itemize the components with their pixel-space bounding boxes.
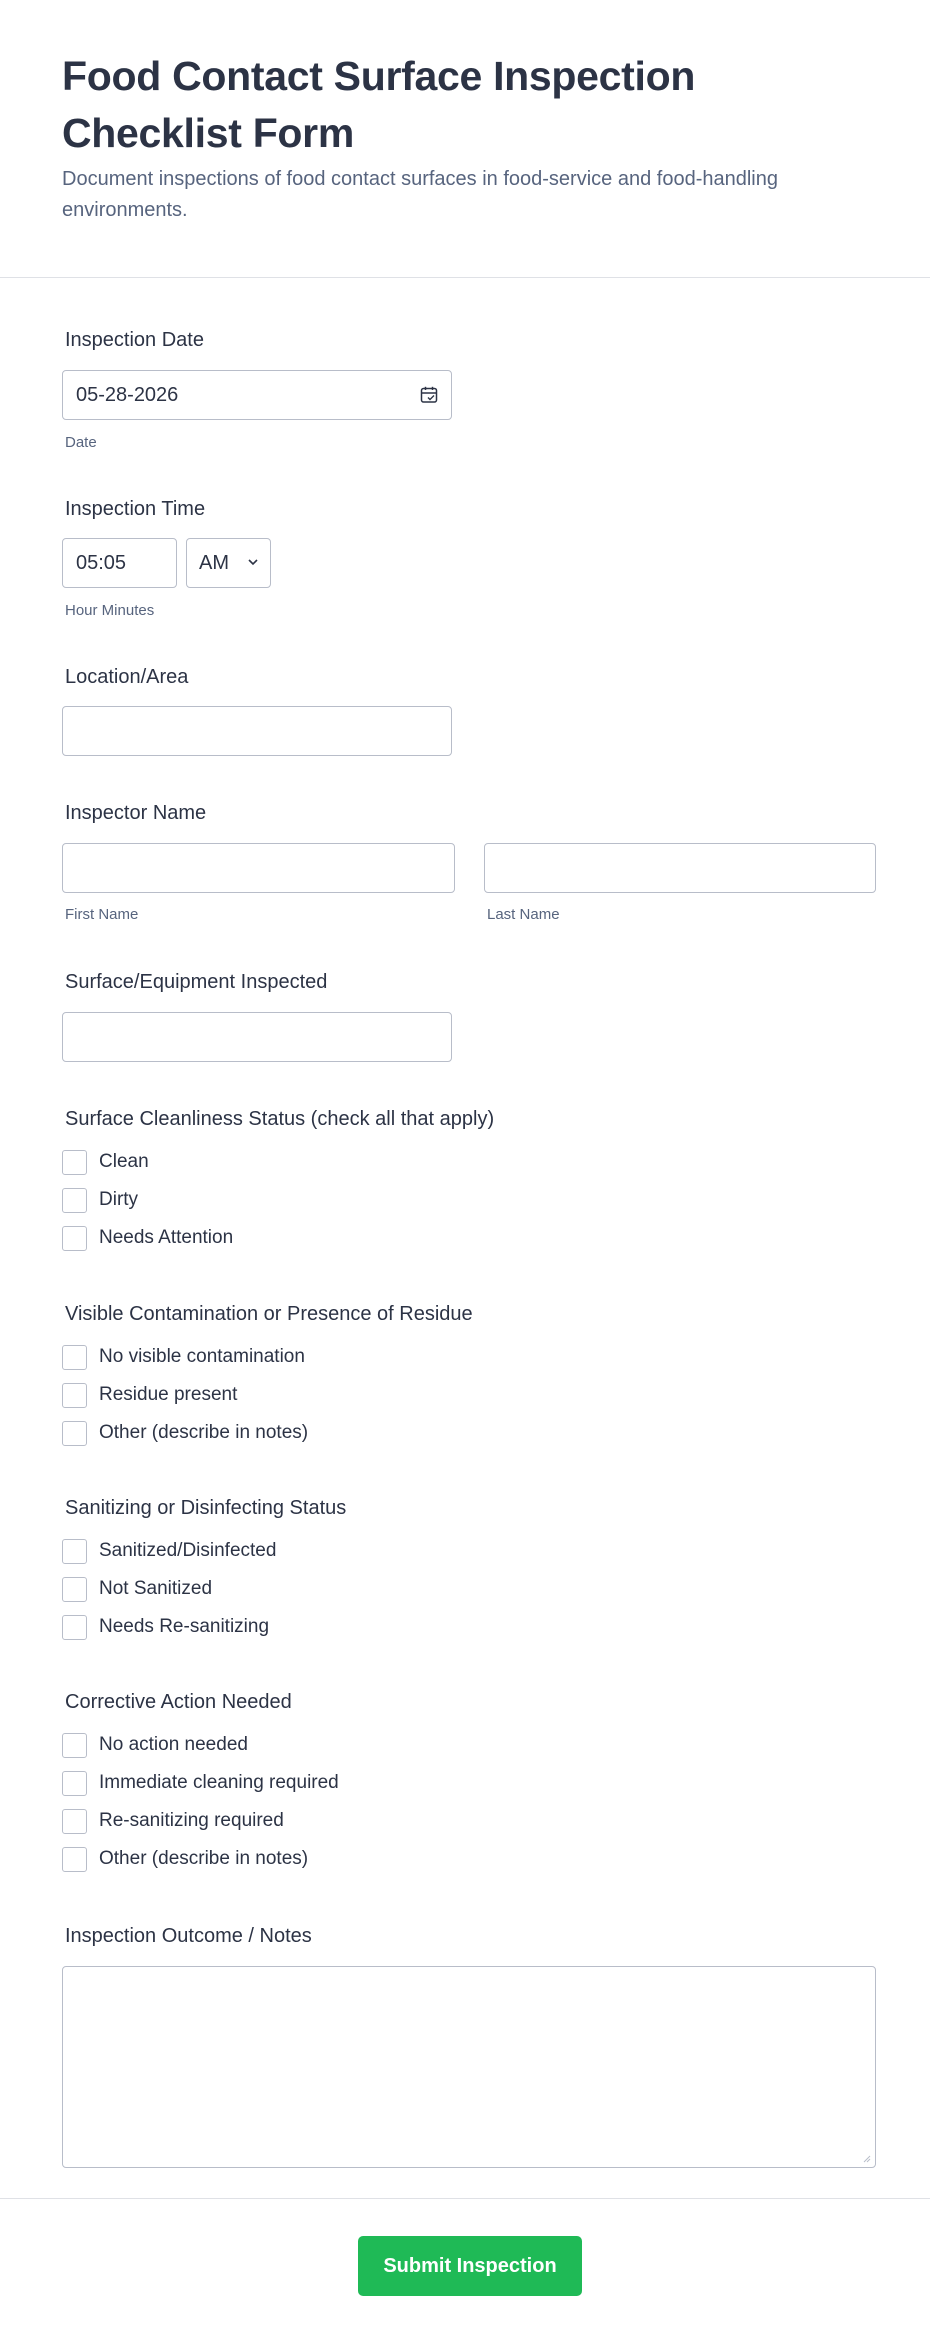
checkbox-no-visible-contamination[interactable] (62, 1344, 305, 1370)
location-input[interactable] (62, 706, 452, 756)
checkbox-label: No action needed (99, 1734, 248, 1755)
inspection-time-label: Inspection Time (65, 498, 206, 520)
checkbox-dirty[interactable] (62, 1187, 138, 1213)
checkbox-contamination-other[interactable] (62, 1420, 308, 1446)
footer-divider (0, 2198, 930, 2199)
checkbox[interactable] (62, 1188, 87, 1213)
surface-label: Surface/Equipment Inspected (65, 971, 328, 993)
checkbox-label: Needs Attention (99, 1227, 234, 1248)
checkbox-label: Dirty (99, 1189, 139, 1210)
form-subtitle: Document inspections of food contact surfaces in food-service and food-handling environments. (62, 168, 778, 221)
location-label: Location/Area (65, 666, 189, 688)
submit-button[interactable]: Submit Inspection (358, 2236, 582, 2296)
checkbox[interactable] (62, 1539, 87, 1564)
checkbox[interactable] (62, 1733, 87, 1758)
checkbox[interactable] (62, 1150, 87, 1175)
inspection-time-sublabel: Hour Minutes (65, 602, 155, 619)
last-name-input[interactable] (484, 843, 876, 893)
inspector-name-label: Inspector Name (65, 802, 207, 824)
checkbox[interactable] (62, 1383, 87, 1408)
checkbox[interactable] (62, 1615, 87, 1640)
checkbox-sanitized[interactable] (62, 1538, 276, 1564)
form-header (0, 0, 930, 278)
notes-label: Inspection Outcome / Notes (65, 1925, 312, 1947)
checkbox-immediate-cleaning[interactable] (62, 1770, 339, 1796)
inspection-date-input[interactable] (62, 370, 452, 420)
surface-input[interactable] (62, 1012, 452, 1062)
checkbox-corrective-other[interactable] (62, 1846, 308, 1872)
checkbox-label: Residue present (99, 1384, 238, 1405)
resize-handle-icon[interactable] (861, 2153, 871, 2163)
first-name-input[interactable] (62, 843, 455, 893)
cleanliness-label: Surface Cleanliness Status (check all that apply) (65, 1108, 495, 1130)
ampm-select[interactable] (186, 538, 271, 588)
inspection-date-value: 05-28-2026 (76, 384, 179, 406)
notes-textarea[interactable] (62, 1966, 876, 2168)
form-title: Food Contact Surface Inspection Checklist Form (62, 53, 696, 156)
checkbox[interactable] (62, 1577, 87, 1602)
inspection-date-sublabel: Date (65, 434, 97, 451)
checkbox[interactable] (62, 1809, 87, 1834)
last-name-sublabel: Last Name (487, 906, 560, 923)
inspection-time-value: 05:05 (76, 552, 127, 574)
checkbox[interactable] (62, 1226, 87, 1251)
checkbox-label: Other (describe in notes) (99, 1848, 309, 1869)
checkbox[interactable] (62, 1421, 87, 1446)
checkbox-needs-resanitizing[interactable] (62, 1614, 269, 1640)
corrective-label: Corrective Action Needed (65, 1691, 292, 1713)
checkbox-residue-present[interactable] (62, 1382, 237, 1408)
checkbox-label: Needs Re-sanitizing (99, 1616, 270, 1637)
checkbox-needs-attention[interactable] (62, 1225, 233, 1251)
checkbox-not-sanitized[interactable] (62, 1576, 212, 1602)
inspection-date-label: Inspection Date (65, 329, 204, 351)
sanitizing-label: Sanitizing or Disinfecting Status (65, 1497, 347, 1519)
checkbox-label: Immediate cleaning required (99, 1772, 339, 1793)
checkbox[interactable] (62, 1771, 87, 1796)
checkbox-label: Re-sanitizing required (99, 1810, 284, 1831)
contamination-label: Visible Contamination or Presence of Residue (65, 1303, 473, 1325)
checkbox-resanitizing-required[interactable] (62, 1808, 284, 1834)
checkbox[interactable] (62, 1345, 87, 1370)
checkbox-label: Clean (99, 1151, 149, 1172)
ampm-value: AM (199, 552, 229, 574)
inspection-time-input[interactable] (62, 538, 177, 588)
checkbox-label: Other (describe in notes) (99, 1422, 309, 1443)
chevron-down-icon (246, 555, 260, 569)
checkbox-label: No visible contamination (99, 1346, 305, 1367)
checkbox-label: Not Sanitized (99, 1578, 213, 1599)
checkbox-clean[interactable] (62, 1149, 149, 1175)
checkbox[interactable] (62, 1847, 87, 1872)
checkbox-no-action[interactable] (62, 1732, 248, 1758)
calendar-icon[interactable] (419, 385, 439, 405)
checkbox-label: Sanitized/Disinfected (99, 1540, 277, 1561)
first-name-sublabel: First Name (65, 906, 139, 923)
